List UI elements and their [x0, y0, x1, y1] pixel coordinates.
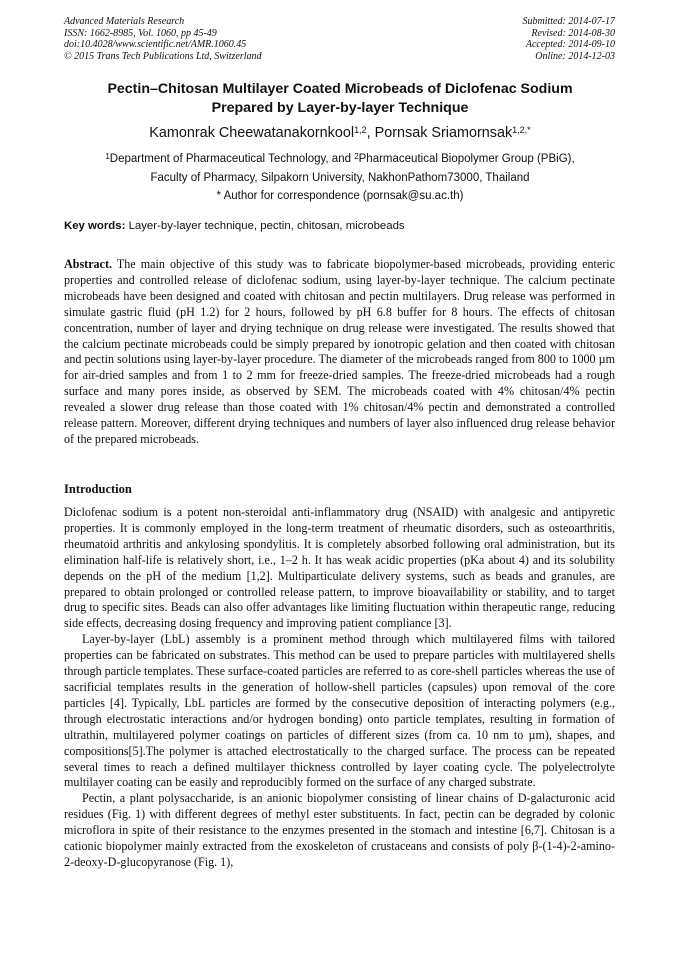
revised-date: Revised: 2014-08-30	[531, 27, 615, 39]
intro-paragraph-1: Diclofenac sodium is a potent non-steroidal anti-inflammatory drug (NSAID) with analgesic and antipyretic properties. It is commonly employed in the long-term treatment of rheumatic disorders, such as osteoarthritis, rheumatoid arthritis and ankylosing spondylitis. It is completely absorbed following oral administration, but its elimination half-life is relatively short, i.e., 1–2 h. It has weak acidic properties (pKa about 4) and its solubility depends on the pH of the medium [1,2]. Multiparticulate delivery systems, such as beads and granules, are prepared to obtain prolonged or controlled release pattern, to improve bioavailability or stability, and to target drug to specific sites. Beads can also offer advantages like limiting fluctuation within therapeutic range, reducing side effects, decreasing dosing frequency and improving patient compliance [3].	[64, 505, 615, 631]
affiliations	[60, 150, 620, 206]
affiliation-mark-1: 1	[105, 152, 110, 161]
intro-paragraph-3: Pectin, a plant polysaccharide, is an anionic biopolymer consisting of linear chains of D-galacturonic acid residues (Fig. 1) with different degrees of methyl ester substituents. In fact, pectin can be degraded by colonic microflora in spite of their resistance to the enzymes presented in the stomach and intestine [6,7]. Chitosan is a cationic biopolymer mainly extracted from the exoskeleton of crustaceans and consists of poly β-(1-4)-2-amino-2-deoxy-D-glucopyranose (Fig. 1),	[64, 791, 615, 869]
author-2: Pornsak Sriamornsak	[374, 125, 513, 141]
introduction-body	[64, 505, 615, 871]
author-list	[60, 124, 620, 142]
department-2: Pharmaceutical Biopolymer Group (PBiG),	[358, 153, 575, 165]
abstract	[64, 257, 615, 448]
abstract-text: The main objective of this study was to fabricate biopolymer-based microbeads, providing enteric properties and controlled release of diclofenac sodium, using layer-by-layer technique. The calcium pectinate microbeads have been designed and coated with chitosan and pectin multilayers. Drug release was performed in simulate gastric fluid (pH 1.2) for 2 hours, followed by pH 6.8 buffer for 8 hours. The effects of chitosan concentration, number of layer and drying technique on drug release were investigated. The results showed that the calcium pectinate microbeads could be simply prepared by ionotropic gelation and then coated with chitosan and pectin solutions using layer-by-layer procedure. The diameter of the microbeads ranged from 800 to 1000 µm for air-dried samples and from 1 to 2 mm for freeze-dried samples. The freeze-dried microbeads had a rough surface and many pores inside, as observed by SEM. The microbeads coated with 4% chitosan/4% pectin revealed a slower drug release than those coated with 1% chitosan/4% pectin and demonstrated a controlled release pattern. Moreover, different drying techniques and numbers of layer also influenced drug release behavior of the prepared microbeads.	[64, 257, 615, 446]
journal-name: Advanced Materials Research	[64, 16, 185, 27]
author-1-affiliation: 1,2	[354, 125, 367, 135]
section-heading-introduction: Introduction	[64, 482, 132, 496]
affiliation-mark-2: 2	[354, 152, 359, 161]
paper-title	[60, 80, 620, 118]
keywords-text: Layer-by-layer technique, pectin, chitosan, microbeads	[125, 220, 405, 232]
keywords	[64, 219, 616, 234]
online-date: Online: 2014-12-03	[535, 50, 615, 62]
accepted-date: Accepted: 2014-09-10	[525, 39, 615, 50]
submitted-date: Submitted: 2014-07-17	[522, 16, 615, 27]
abstract-label: Abstract.	[64, 257, 113, 271]
affiliation-line-1	[60, 150, 620, 169]
department-1: Department of Pharmaceutical Technology, and	[109, 153, 355, 165]
title-line-2: Prepared by Layer-by-layer Technique	[211, 100, 469, 116]
title-line-1: Pectin–Chitosan Multilayer Coated Microbeads of Diclofenac Sodium	[107, 81, 573, 97]
affiliation-line-2: Faculty of Pharmacy, Silpakorn University, NakhonPathom73000, Thailand	[150, 171, 530, 184]
author-2-affiliation: 1,2,*	[512, 125, 531, 135]
author-1: Kamonrak Cheewatanakornkool	[149, 125, 355, 141]
journal-info	[64, 16, 262, 62]
journal-copyright: © 2015 Trans Tech Publications Ltd, Switzerland	[64, 50, 262, 62]
intro-paragraph-2: Layer-by-layer (LbL) assembly is a prominent method through which multilayered films with tailored properties can be fabricated on substrates. This method can be used to prepare particles with multilayered shells through particle templates. These surface-coated particles are referred to as core-shell particles whereas the use of sacrificial templates results in the generation of hollow-shell particles (capsules) upon removal of the core particles [4]. Typically, LbL particles are formed by the consecutive deposition of interacting polymers (e.g., through electrostatic interactions and/or hydrogen bonding) onto particle templates, resulting in formation of ultrathin, multilayered polymer coatings on particles of different sizes (from ca. 10 nm to µm), shapes, and compositions[5].The polymer is attached electrostatically to the charged surface. The process can be repeated several times to reach a defined multilayer thickness controlled by layer coating cycle. The polyelectrolyte multilayer coating can be easily and reproducibly formed on the surface of any charged substrate.	[64, 632, 615, 790]
keywords-label: Key words:	[64, 220, 126, 232]
journal-issn: ISSN: 1662-8985, Vol. 1060, pp 45-49	[64, 27, 217, 39]
journal-doi: doi:10.4028/www.scientific.net/AMR.1060.45	[64, 39, 247, 50]
correspondence-line: * Author for correspondence (pornsak@su.ac.th)	[216, 190, 464, 202]
submission-dates	[523, 16, 616, 62]
author-separator: ,	[366, 125, 375, 141]
